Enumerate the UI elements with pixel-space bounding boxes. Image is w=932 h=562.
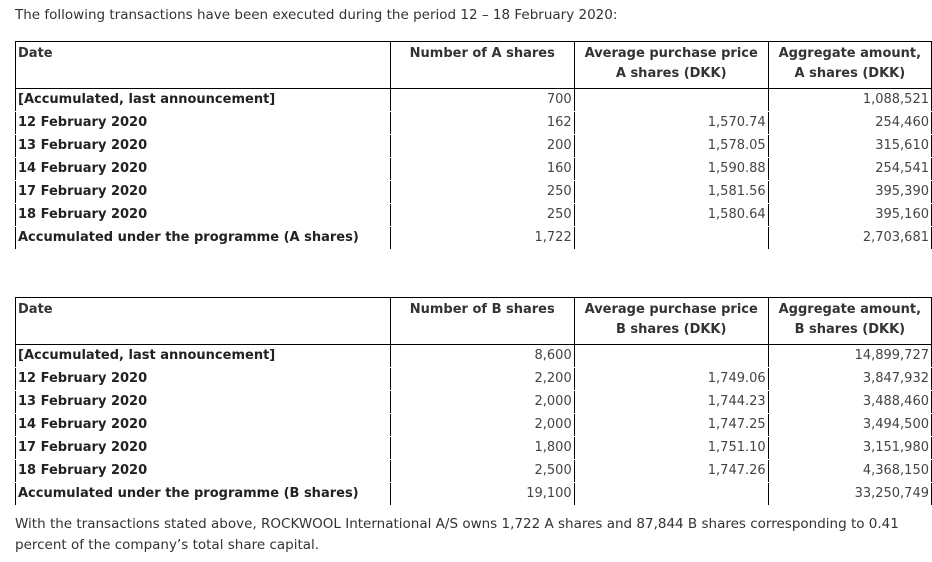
cell-value: 315,610	[768, 135, 931, 158]
table-row	[16, 89, 932, 112]
cell-value: 4,368,150	[768, 460, 931, 483]
cell-value: 2,000	[390, 391, 574, 414]
cell-value: 1,570.74	[574, 112, 768, 135]
row-label: Accumulated under the programme (B shares)	[16, 483, 391, 506]
table-row	[16, 135, 932, 158]
cell-value: 1,747.26	[574, 460, 768, 483]
row-label: 13 February 2020	[16, 135, 391, 158]
cell-value: 160	[390, 158, 574, 181]
row-label: [Accumulated, last announcement]	[16, 345, 391, 368]
cell-value	[574, 89, 768, 112]
cell-value: 1,722	[390, 227, 574, 250]
cell-value: 1,800	[390, 437, 574, 460]
cell-value: 19,100	[390, 483, 574, 506]
cell-value: 200	[390, 135, 574, 158]
column-header: Number of B shares	[390, 298, 574, 345]
cell-value: 1,581.56	[574, 181, 768, 204]
cell-value: 2,200	[390, 368, 574, 391]
cell-value: 14,899,727	[768, 345, 931, 368]
cell-value: 395,390	[768, 181, 931, 204]
cell-value: 1,088,521	[768, 89, 931, 112]
row-label: 17 February 2020	[16, 181, 391, 204]
cell-value: 1,744.23	[574, 391, 768, 414]
row-label: 13 February 2020	[16, 391, 391, 414]
row-label: 14 February 2020	[16, 158, 391, 181]
cell-value: 1,590.88	[574, 158, 768, 181]
table-row	[16, 181, 932, 204]
outro-text: With the transactions stated above, ROCKWOOL International A/S owns 1,722 A shares and 87,844 B shares corresponding to 0.41 percent of the company’s total share capital.	[15, 516, 899, 553]
row-label: Accumulated under the programme (A shares)	[16, 227, 391, 250]
row-label: 12 February 2020	[16, 368, 391, 391]
cell-value	[574, 345, 768, 368]
cell-value	[574, 483, 768, 506]
cell-value	[574, 227, 768, 250]
column-header: Aggregate amount, B shares (DKK)	[768, 298, 931, 345]
column-header: Average purchase price B shares (DKK)	[574, 298, 768, 345]
cell-value: 250	[390, 204, 574, 227]
cell-value: 250	[390, 181, 574, 204]
table-header-row	[16, 298, 932, 345]
cell-value: 2,703,681	[768, 227, 931, 250]
column-header: Number of A shares	[390, 42, 574, 89]
cell-value: 1,751.10	[574, 437, 768, 460]
table-row	[16, 158, 932, 181]
cell-value: 2,000	[390, 414, 574, 437]
table-header-row	[16, 42, 932, 89]
table-row	[16, 204, 932, 227]
cell-value: 395,160	[768, 204, 931, 227]
row-label: 14 February 2020	[16, 414, 391, 437]
column-header: Date	[16, 42, 391, 89]
row-label: 18 February 2020	[16, 204, 391, 227]
cell-value: 3,488,460	[768, 391, 931, 414]
cell-value: 1,749.06	[574, 368, 768, 391]
row-label: 12 February 2020	[16, 112, 391, 135]
cell-value: 8,600	[390, 345, 574, 368]
cell-value: 2,500	[390, 460, 574, 483]
table-row	[16, 112, 932, 135]
table-row	[16, 460, 932, 483]
cell-value: 254,460	[768, 112, 931, 135]
table-row	[16, 391, 932, 414]
column-header: Average purchase price A shares (DKK)	[574, 42, 768, 89]
table-row	[16, 414, 932, 437]
transactions-table-b	[15, 297, 932, 506]
cell-value: 700	[390, 89, 574, 112]
cell-value: 3,151,980	[768, 437, 931, 460]
row-label: [Accumulated, last announcement]	[16, 89, 391, 112]
transactions-table-a	[15, 41, 932, 250]
column-header: Date	[16, 298, 391, 345]
cell-value: 1,747.25	[574, 414, 768, 437]
table-row	[16, 437, 932, 460]
row-label: 18 February 2020	[16, 460, 391, 483]
cell-value: 1,580.64	[574, 204, 768, 227]
table-row	[16, 227, 932, 250]
cell-value: 3,847,932	[768, 368, 931, 391]
cell-value: 33,250,749	[768, 483, 931, 506]
cell-value: 3,494,500	[768, 414, 931, 437]
column-header: Aggregate amount, A shares (DKK)	[768, 42, 931, 89]
intro-text: The following transactions have been executed during the period 12 – 18 February 2020:	[15, 7, 618, 23]
cell-value: 162	[390, 112, 574, 135]
table-row	[16, 368, 932, 391]
table-row	[16, 345, 932, 368]
table-row	[16, 483, 932, 506]
cell-value: 1,578.05	[574, 135, 768, 158]
row-label: 17 February 2020	[16, 437, 391, 460]
cell-value: 254,541	[768, 158, 931, 181]
